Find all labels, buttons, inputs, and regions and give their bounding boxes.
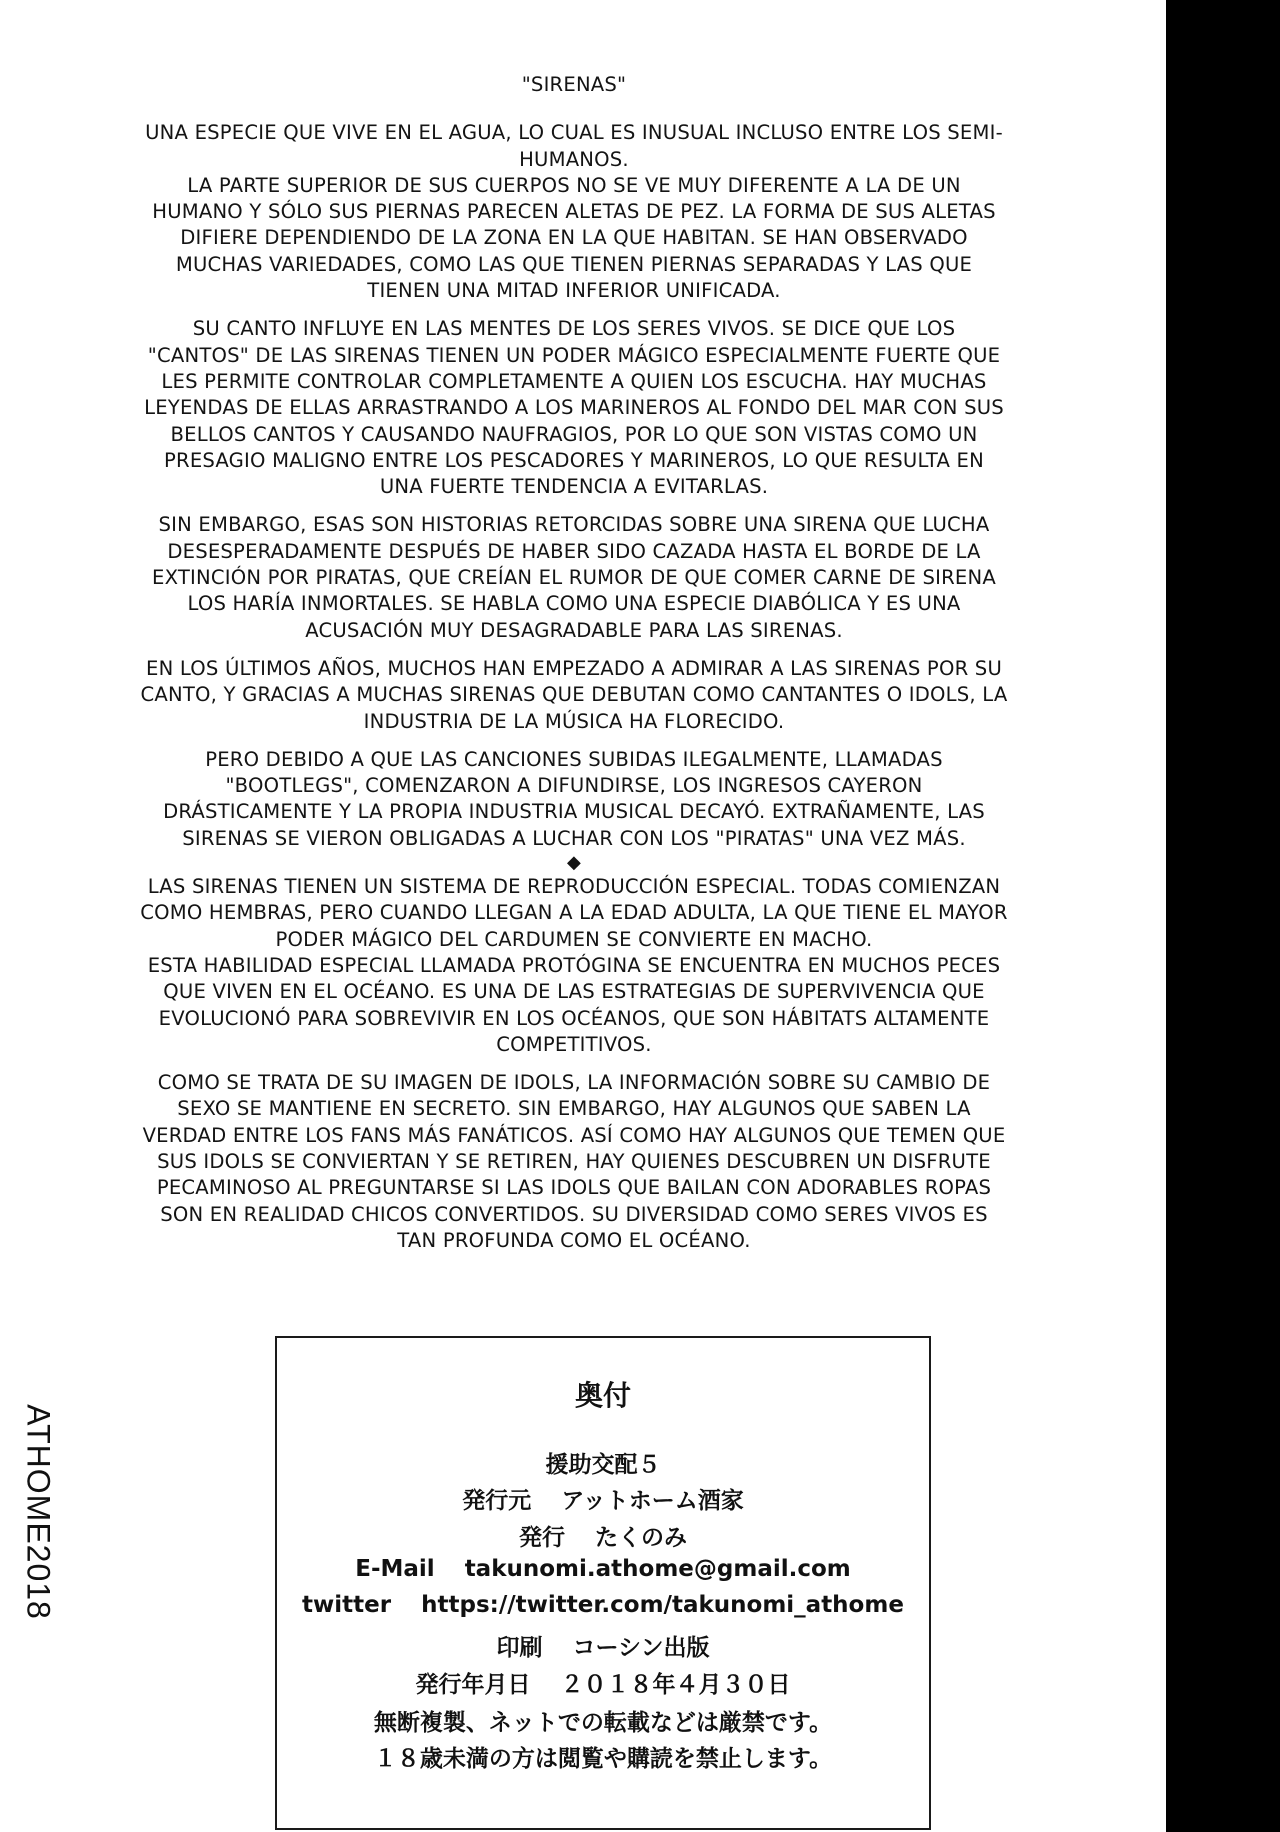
printer-label: 印刷	[496, 1635, 543, 1661]
twitter-value: https://twitter.com/takunomi_athome	[421, 1592, 904, 1618]
essay-paragraph-3: SIN EMBARGO, ESAS SON HISTORIAS RETORCIDAS SOBRE UNA SIRENA QUE LUCHA DESESPERADAMENTE DESPUÉS DE HABER SIDO CAZADA HASTA EL BORDE DE LA EXTINCIÓN POR PIRATAS, QUE CREÍAN EL RUMOR DE QUE COMER CARNE DE SIRENA LOS HARÍA INMORTALES. SE HABLA COMO UNA ESPECIE DIABÓLICA Y ES UNA ACUSACIÓN MUY DESAGRADABLE PARA LAS SIRENAS.	[152, 513, 996, 642]
printer-value: コーシン出版	[572, 1635, 710, 1661]
issuer-row	[277, 1519, 929, 1552]
date-value: ２０１８年４月３０日	[560, 1672, 791, 1698]
book-title: 援助交配５	[545, 1452, 661, 1478]
essay-paragraph-1b: LA PARTE SUPERIOR DE SUS CUERPOS NO SE VE MUY DIFERENTE A LA DE UN HUMANO Y SÓLO SUS PIERNAS PARECEN ALETAS DE PEZ. LA FORMA DE SUS ALETAS DIFIERE DEPENDIENDO DE LA ZONA EN LA QUE HABITAN. SE HAN OBSERVADO MUCHAS VARIEDADES, COMO LAS QUE TIENEN PIERNAS SEPARADAS Y LAS QUE TIENEN UNA MITAD INFERIOR UNIFICADA.	[152, 173, 996, 303]
publisher-label: 発行元	[462, 1488, 532, 1514]
email-label: E-Mail	[355, 1556, 435, 1582]
colophon-box	[275, 1336, 931, 1830]
twitter-label: twitter	[302, 1592, 392, 1618]
essay-paragraph-2: SU CANTO INFLUYE EN LAS MENTES DE LOS SERES VIVOS. SE DICE QUE LOS "CANTOS" DE LAS SIRENAS TIENEN UN PODER MÁGICO ESPECIALMENTE FUERTE QUE LES PERMITE CONTROLAR COMPLETAMENTE A QUIEN LOS ESCUCHA. HAY MUCHAS LEYENDAS DE ELLAS ARRASTRANDO A LOS MARINEROS AL FONDO DEL MAR CON SUS BELLOS CANTOS Y CAUSANDO NAUFRAGIOS, POR LO QUE SON VISTAS COMO UN PRESAGIO MALIGNO ENTRE LOS PESCADORES Y MARINEROS, LO QUE RESULTA EN UNA FUERTE TENDENCIA A EVITARLAS.	[144, 317, 1004, 499]
essay-paragraph-5: PERO DEBIDO A QUE LAS CANCIONES SUBIDAS ILEGALMENTE, LLAMADAS "BOOTLEGS", COMENZARON A DIFUNDIRSE, LOS INGRESOS CAYERON DRÁSTICAMENTE Y LA PROPIA INDUSTRIA MUSICAL DECAYÓ. EXTRAÑAMENTE, LAS SIRENAS SE VIERON OBLIGADAS A LUCHAR CON LOS "PIRATAS" UNA VEZ MÁS.	[163, 747, 985, 850]
age-notice: １８歳未満の方は閲覧や購読を禁止します。	[373, 1746, 833, 1772]
essay-paragraph-1a: UNA ESPECIE QUE VIVE EN EL AGUA, LO CUAL ES INUSUAL INCLUSO ENTRE LOS SEMI-HUMANOS.	[145, 121, 1003, 171]
essay-section	[140, 72, 1008, 1266]
email-row	[277, 1556, 929, 1582]
essay-paragraph-4: EN LOS ÚLTIMOS AÑOS, MUCHOS HAN EMPEZADO A ADMIRAR A LAS SIRENAS POR SU CANTO, Y GRACIAS A MUCHAS SIRENAS QUE DEBUTAN COMO CANTANTES O IDOLS, LA INDUSTRIA DE LA MÚSICA HA FLORECIDO.	[140, 656, 1008, 733]
essay-paragraph-6a: LAS SIRENAS TIENEN UN SISTEMA DE REPRODUCCIÓN ESPECIAL. TODAS COMIENZAN COMO HEMBRAS, PERO CUANDO LLEGAN A LA EDAD ADULTA, LA QUE TIENE EL MAYOR PODER MÁGICO DEL CARDUMEN SE CONVIERTE EN MACHO.	[140, 875, 1008, 951]
diamond-divider: ◆	[566, 852, 582, 874]
email-value: takunomi.athome@gmail.com	[464, 1556, 851, 1582]
right-page-edge	[1166, 0, 1280, 1832]
side-label	[8, 1322, 68, 1702]
issuer-value: たくのみ	[595, 1525, 687, 1551]
date-row	[277, 1666, 929, 1699]
essay-title: "SIRENAS"	[521, 73, 627, 96]
issuer-label: 発行	[518, 1525, 565, 1551]
printer-row	[277, 1629, 929, 1662]
essay-paragraph-7: COMO SE TRATA DE SU IMAGEN DE IDOLS, LA INFORMACIÓN SOBRE SU CAMBIO DE SEXO SE MANTIENE EN SECRETO. SIN EMBARGO, HAY ALGUNOS QUE SABEN LA VERDAD ENTRE LOS FANS MÁS FANÁTICOS. ASÍ COMO HAY ALGUNOS QUE TEMEN QUE SUS IDOLS SE CONVIERTAN Y SE RETIREN, HAY QUIENES DESCUBREN UN DISFRUTE PECAMINOSO AL PREGUNTARSE SI LAS IDOLS QUE BAILAN CON ADORABLES ROPAS SON EN REALIDAD CHICOS CONVERTIDOS. SU DIVERSIDAD COMO SERES VIVOS ES TAN PROFUNDA COMO EL OCÉANO.	[142, 1071, 1006, 1252]
publisher-row	[277, 1482, 929, 1515]
twitter-row	[277, 1592, 929, 1618]
side-label-text: ATHOME2018	[20, 1404, 57, 1620]
date-label: 発行年月日	[415, 1672, 531, 1698]
essay-paragraph-6b: ESTA HABILIDAD ESPECIAL LLAMADA PROTÓGINA SE ENCUENTRA EN MUCHOS PECES QUE VIVEN EN EL OCÉANO. ES UNA DE LAS ESTRATEGIAS DE SUPERVIVENCIA QUE EVOLUCIONÓ PARA SOBREVIVIR EN LOS OCÉANOS, QUE SON HÁBITATS ALTAMENTE COMPETITIVOS.	[147, 953, 1001, 1056]
publisher-value: アットホーム酒家	[561, 1488, 744, 1514]
colophon-heading: 奥付	[574, 1379, 631, 1412]
copy-notice: 無断複製、ネットでの転載などは厳禁です。	[373, 1710, 833, 1736]
